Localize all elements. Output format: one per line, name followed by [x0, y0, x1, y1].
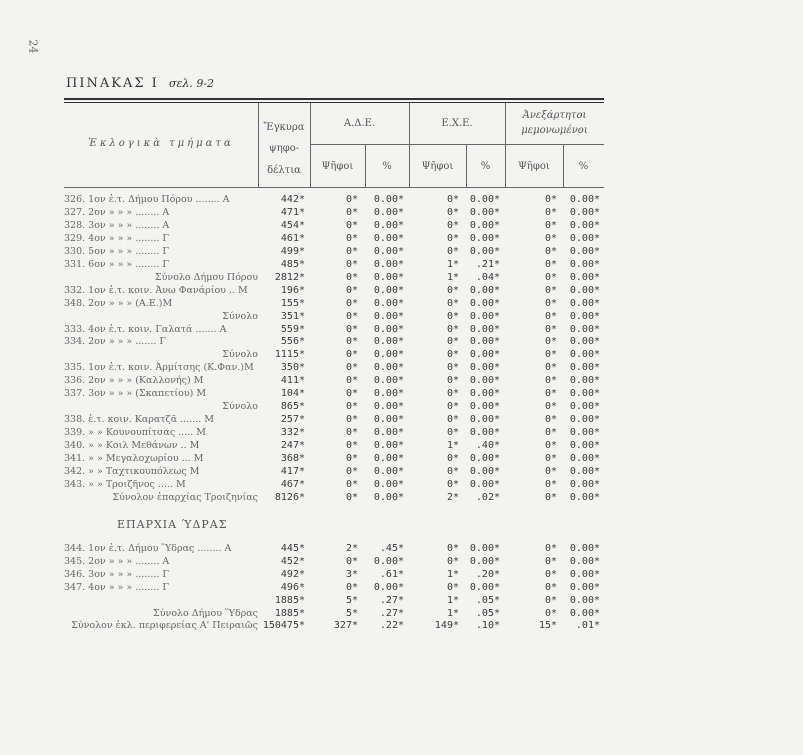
cell-ade-p: 0.00*	[373, 194, 404, 205]
cell-ade-p: 0.00*	[373, 232, 404, 244]
cell-ind-p: 0.00*	[569, 284, 600, 296]
page-number: 24	[26, 39, 40, 54]
cell-ind-v: 0*	[544, 232, 557, 244]
cell-ind-v: 0*	[544, 271, 557, 283]
cell-ind-v: 0*	[544, 349, 557, 361]
cell-ind-p: .01*	[575, 620, 600, 632]
cell-exe-p: 0.00*	[469, 194, 500, 205]
cell-ind-p: 0.00*	[569, 375, 600, 387]
cell-ade-v: 0*	[345, 194, 358, 205]
cell-ade-p: 0.00*	[373, 245, 404, 257]
cell-ind-p: 0.00*	[569, 310, 600, 322]
cell-exe-p: 0.00*	[469, 336, 500, 348]
cell-ind-p: 0.00*	[569, 555, 600, 567]
cell-ind-p: 0.00*	[569, 594, 600, 606]
cell-exe-p: .21*	[475, 258, 500, 270]
row-total-label: Σύνολο Δήμου Ὕδρας	[153, 607, 258, 619]
cell-ade-v: 0*	[345, 375, 358, 387]
cell-ind-v: 0*	[544, 206, 557, 218]
cell-exe-p: 0.00*	[469, 297, 500, 309]
group-divider-rule	[310, 144, 604, 145]
cell-ade-p: 0.00*	[373, 465, 404, 477]
cell-valid: 247*	[280, 440, 305, 452]
cell-ind-v: 0*	[544, 427, 557, 439]
header-pct-ade: %	[382, 161, 392, 172]
cell-exe-p: 0.00*	[469, 414, 500, 426]
cell-exe-v: 0*	[446, 581, 459, 593]
cell-exe-p: 0.00*	[469, 245, 500, 257]
row-label: 342. » » Ταχτικουπόλεως Μ	[64, 465, 200, 477]
table-title: ΠΙΝΑΚΑΣ I	[66, 76, 159, 91]
cell-ade-p: 0.00*	[373, 258, 404, 270]
row-label: 338. ἐ.τ. κοιν. Καρατζᾶ ....... Μ	[64, 414, 215, 426]
row-label: 334. 2ον » » » ....... Γ	[64, 336, 166, 348]
cell-ind-p: 0.00*	[569, 219, 600, 231]
cell-ade-v: 0*	[345, 245, 358, 257]
cell-ade-v: 0*	[345, 271, 358, 283]
cell-exe-p: 0.00*	[469, 232, 500, 244]
cell-ind-p: 0.00*	[569, 297, 600, 309]
cell-exe-p: 0.00*	[469, 362, 500, 374]
cell-ind-v: 0*	[544, 465, 557, 477]
cell-ind-p: 0.00*	[569, 543, 600, 554]
cell-ade-v: 0*	[345, 206, 358, 218]
cell-ade-p: 0.00*	[373, 284, 404, 296]
cell-ind-p: 0.00*	[569, 607, 600, 619]
cell-ade-v: 0*	[345, 297, 358, 309]
cell-ind-v: 0*	[544, 258, 557, 270]
cell-ind-p: 0.00*	[569, 401, 600, 413]
cell-ade-p: .27*	[379, 594, 404, 606]
cell-valid: 155*	[280, 297, 305, 309]
cell-valid: 104*	[280, 388, 305, 400]
region-title: ΕΠΑΡΧΙΑ ΎΔΡΑΣ	[117, 518, 228, 531]
cell-exe-p: 0.00*	[469, 375, 500, 387]
header-bottom-rule	[64, 187, 604, 188]
cell-ind-p: 0.00*	[569, 271, 600, 283]
cell-ade-p: .61*	[379, 568, 404, 580]
cell-ade-v: 0*	[345, 427, 358, 439]
cell-ade-v: 0*	[345, 414, 358, 426]
cell-valid: 1885*	[274, 594, 305, 606]
cell-ade-v: 0*	[345, 219, 358, 231]
cell-ade-v: 0*	[345, 388, 358, 400]
cell-ind-v: 0*	[544, 245, 557, 257]
cell-exe-v: 0*	[446, 414, 459, 426]
cell-exe-p: .05*	[475, 607, 500, 619]
cell-ade-v: 0*	[345, 453, 358, 464]
cell-ind-p: 0.00*	[569, 194, 600, 205]
cell-ind-p: 0.00*	[569, 453, 600, 464]
row-total-label: Σύνολο	[222, 349, 258, 361]
cell-exe-v: 0*	[446, 232, 459, 244]
cell-exe-p: 0.00*	[469, 478, 500, 490]
cell-exe-p: 0.00*	[469, 206, 500, 218]
cell-ade-v: 0*	[345, 284, 358, 296]
cell-exe-v: 0*	[446, 478, 459, 490]
cell-exe-v: 0*	[446, 336, 459, 348]
cell-ade-p: 0.00*	[373, 297, 404, 309]
cell-exe-v: 1*	[446, 607, 459, 619]
cell-valid: 2812*	[274, 271, 305, 283]
row-label: 328. 3ον » » » ........ Α	[64, 219, 170, 231]
cell-valid: 556*	[280, 336, 305, 348]
cell-valid: 865*	[280, 401, 305, 413]
col-divider	[310, 103, 311, 187]
cell-ade-v: 0*	[345, 401, 358, 413]
row-label: 344. 1ον ἐ.τ. Δήμου Ὕδρας ........ Α	[64, 543, 232, 554]
cell-ind-v: 0*	[544, 219, 557, 231]
cell-ind-p: 0.00*	[569, 336, 600, 348]
row-label: 326. 1ον ἐ.τ. Δήμου Πόρου ........ Α	[64, 194, 230, 205]
cell-valid: 445*	[280, 543, 305, 554]
cell-exe-p: 0.00*	[469, 465, 500, 477]
cell-valid: 150475*	[262, 620, 305, 632]
cell-ade-v: 0*	[345, 555, 358, 567]
cell-valid: 196*	[280, 284, 305, 296]
cell-exe-v: 0*	[446, 297, 459, 309]
cell-exe-v: 149*	[434, 620, 459, 632]
cell-exe-v: 0*	[446, 427, 459, 439]
cell-ind-p: 0.00*	[569, 258, 600, 270]
cell-ind-v: 0*	[544, 491, 557, 503]
cell-ade-p: 0.00*	[373, 388, 404, 400]
cell-ade-v: 327*	[333, 620, 358, 632]
cell-ind-v: 0*	[544, 362, 557, 374]
cell-exe-p: 0.00*	[469, 323, 500, 335]
cell-ind-p: 0.00*	[569, 323, 600, 335]
cell-valid: 467*	[280, 478, 305, 490]
cell-ade-p: .27*	[379, 607, 404, 619]
cell-ade-p: .22*	[379, 620, 404, 632]
cell-ade-p: 0.00*	[373, 310, 404, 322]
cell-ind-v: 0*	[544, 478, 557, 490]
cell-exe-p: 0.00*	[469, 581, 500, 593]
cell-exe-v: 1*	[446, 258, 459, 270]
header-sections: Ἐκλογικὰ τμήματα	[88, 138, 234, 149]
cell-ade-v: 5*	[345, 607, 358, 619]
cell-ind-v: 0*	[544, 440, 557, 452]
cell-exe-v: 0*	[446, 555, 459, 567]
cell-valid: 332*	[280, 427, 305, 439]
cell-ade-v: 0*	[345, 465, 358, 477]
row-label: 346. 3ον » » » ........ Γ	[64, 568, 169, 580]
cell-exe-p: .02*	[475, 491, 500, 503]
cell-ade-v: 0*	[345, 581, 358, 593]
cell-exe-p: 0.00*	[469, 555, 500, 567]
row-label: 339. » » Κουνουπίτσας ..... Μ	[64, 427, 207, 439]
header-valid-2: ψηφο-	[268, 143, 300, 154]
cell-exe-p: 0.00*	[469, 401, 500, 413]
cell-ade-p: 0.00*	[373, 206, 404, 218]
cell-ind-p: 0.00*	[569, 349, 600, 361]
col-divider	[409, 103, 410, 187]
cell-ade-p: 0.00*	[373, 349, 404, 361]
cell-ind-p: 0.00*	[569, 232, 600, 244]
cell-ind-v: 0*	[544, 310, 557, 322]
cell-ind-p: 0.00*	[569, 581, 600, 593]
page-title	[66, 76, 214, 91]
row-total-label: Σύνολο Δήμου Πόρου	[154, 271, 258, 283]
row-label: 329. 4ον » » » ........ Γ	[64, 232, 169, 244]
cell-ade-v: 0*	[345, 478, 358, 490]
cell-exe-p: .40*	[475, 440, 500, 452]
table-subtitle: σελ. 9-2	[168, 77, 215, 90]
row-total-label: Σύνολον ἐκλ. περιφερείας Α' Πειραιῶς	[71, 620, 258, 632]
cell-ade-v: 3*	[345, 568, 358, 580]
cell-valid: 1115*	[274, 349, 305, 361]
header-exe: Ε.Χ.Ε.	[441, 118, 473, 129]
cell-exe-p: 0.00*	[469, 310, 500, 322]
cell-valid: 351*	[280, 310, 305, 322]
cell-ade-v: 0*	[345, 258, 358, 270]
cell-ind-v: 0*	[544, 375, 557, 387]
header-pct-exe: %	[480, 161, 491, 172]
cell-ind-v: 0*	[544, 401, 557, 413]
cell-exe-v: 1*	[446, 271, 459, 283]
cell-exe-p: 0.00*	[469, 453, 500, 464]
cell-ind-v: 0*	[544, 194, 557, 205]
cell-valid: 492*	[280, 568, 305, 580]
cell-ind-v: 0*	[544, 336, 557, 348]
cell-valid: 368*	[280, 453, 305, 464]
cell-ade-v: 0*	[345, 362, 358, 374]
cell-ade-p: 0.00*	[373, 401, 404, 413]
cell-ind-p: 0.00*	[569, 414, 600, 426]
cell-exe-v: 2*	[446, 491, 459, 503]
cell-ade-p: .45*	[379, 543, 404, 554]
cell-ade-v: 0*	[345, 336, 358, 348]
cell-exe-p: .20*	[475, 568, 500, 580]
cell-ind-v: 0*	[544, 607, 557, 619]
cell-ind-v: 0*	[544, 284, 557, 296]
cell-ind-p: 0.00*	[569, 245, 600, 257]
cell-ind-v: 0*	[544, 414, 557, 426]
row-label: 335. 1ον ἐ.τ. κοιν. Ἀρμίτσης (Κ.Φαν.)Μ	[64, 362, 254, 374]
cell-exe-p: 0.00*	[469, 543, 500, 554]
cell-ind-p: 0.00*	[569, 465, 600, 477]
row-label: 337. 3ον » » » (Σκαπετίου) Μ	[64, 388, 207, 400]
cell-ade-p: 0.00*	[373, 362, 404, 374]
cell-valid: 559*	[280, 323, 305, 335]
cell-exe-p: 0.00*	[469, 349, 500, 361]
row-label: 340. » » Κοιλ Μεθάνων .. Μ	[64, 440, 200, 452]
cell-ind-v: 0*	[544, 581, 557, 593]
cell-exe-p: .04*	[475, 271, 500, 283]
cell-exe-p: .10*	[475, 620, 500, 632]
cell-exe-v: 1*	[446, 568, 459, 580]
cell-ind-p: 0.00*	[569, 440, 600, 452]
cell-exe-v: 0*	[446, 362, 459, 374]
cell-ade-p: 0.00*	[373, 453, 404, 464]
row-label: 341. » » Μεγαλοχωρίου ... Μ	[64, 453, 204, 464]
cell-ind-v: 0*	[544, 388, 557, 400]
cell-valid: 499*	[280, 245, 305, 257]
cell-valid: 442*	[280, 194, 305, 205]
cell-exe-v: 0*	[446, 206, 459, 218]
cell-exe-p: 0.00*	[469, 284, 500, 296]
row-label: 348. 2ον » » » (Α.Ε.)Μ	[64, 297, 173, 309]
cell-ade-p: 0.00*	[373, 336, 404, 348]
header-top-rule-2	[64, 102, 604, 103]
cell-exe-v: 0*	[446, 284, 459, 296]
cell-exe-v: 0*	[446, 194, 459, 205]
cell-valid: 1885*	[274, 607, 305, 619]
row-label: 336. 2ον » » » (Καλλονής) Μ	[64, 375, 204, 387]
cell-exe-p: 0.00*	[469, 427, 500, 439]
cell-valid: 496*	[280, 581, 305, 593]
cell-ade-v: 5*	[345, 594, 358, 606]
cell-exe-p: .05*	[475, 594, 500, 606]
cell-exe-v: 0*	[446, 310, 459, 322]
cell-ade-v: 0*	[345, 349, 358, 361]
cell-ind-v: 0*	[544, 594, 557, 606]
cell-ind-v: 0*	[544, 323, 557, 335]
header-top-rule	[64, 98, 604, 100]
row-total-label: Σύνολο	[222, 401, 258, 413]
cell-ade-p: 0.00*	[373, 555, 404, 567]
cell-exe-v: 0*	[446, 465, 459, 477]
cell-valid: 452*	[280, 555, 305, 567]
cell-valid: 471*	[280, 206, 305, 218]
cell-exe-v: 0*	[446, 543, 459, 554]
cell-exe-v: 1*	[446, 440, 459, 452]
header-votes-exe: Ψῆφοι	[421, 161, 454, 172]
cell-valid: 257*	[280, 414, 305, 426]
cell-exe-v: 0*	[446, 245, 459, 257]
cell-ade-p: 0.00*	[373, 427, 404, 439]
cell-ind-v: 0*	[544, 297, 557, 309]
header-ade: Α.Δ.Ε.	[343, 118, 376, 129]
cell-valid: 485*	[280, 258, 305, 270]
row-label: 332. 1ον ἐ.τ. κοιν. Ἀνω Φανάρίου .. Μ	[64, 284, 248, 296]
cell-exe-v: 0*	[446, 349, 459, 361]
cell-valid: 350*	[280, 362, 305, 374]
row-label: 345. 2ον » » » ........ Α	[64, 555, 170, 567]
cell-ind-v: 0*	[544, 543, 557, 554]
cell-ade-p: 0.00*	[373, 414, 404, 426]
cell-ind-v: 0*	[544, 568, 557, 580]
row-label: 331. 6ον » » » ........ Γ	[64, 258, 169, 270]
row-label: 330. 5ον » » » ........ Γ	[64, 245, 169, 257]
cell-ind-p: 0.00*	[569, 568, 600, 580]
cell-ade-v: 0*	[345, 491, 358, 503]
cell-exe-v: 0*	[446, 388, 459, 400]
row-label: 327. 2ον » » » ........ Α	[64, 206, 170, 218]
cell-valid: 411*	[280, 375, 305, 387]
cell-ade-v: 0*	[345, 310, 358, 322]
header-votes-indep: Ψῆφοι	[518, 161, 550, 172]
cell-exe-v: 0*	[446, 375, 459, 387]
cell-valid: 417*	[280, 465, 305, 477]
cell-ind-p: 0.00*	[569, 206, 600, 218]
row-label: 333. 4ον ἐ.τ. κοιν. Γαλατά ....... Α	[64, 323, 227, 335]
cell-ind-v: 0*	[544, 555, 557, 567]
cell-ade-p: 0.00*	[373, 478, 404, 490]
header-votes-ade: Ψῆφοι	[321, 161, 354, 172]
cell-ade-p: 0.00*	[373, 271, 404, 283]
cell-ind-v: 0*	[544, 453, 557, 464]
row-label: 347. 4ον » » » ........ Γ	[64, 581, 169, 593]
cell-ade-p: 0.00*	[373, 375, 404, 387]
header-pct-indep: %	[578, 161, 589, 172]
cell-ade-v: 0*	[345, 440, 358, 452]
cell-exe-p: 0.00*	[469, 219, 500, 231]
header-valid-3: δέλτια	[267, 165, 301, 176]
cell-valid: 8126*	[274, 491, 305, 503]
cell-ind-p: 0.00*	[569, 478, 600, 490]
cell-ade-p: 0.00*	[373, 491, 404, 503]
row-label: 343. » » Τροιζῆνος ..... Μ	[64, 478, 186, 490]
cell-ade-p: 0.00*	[373, 440, 404, 452]
row-total-label: Σύνολο	[222, 310, 258, 322]
cell-exe-v: 0*	[446, 323, 459, 335]
cell-ind-p: 0.00*	[569, 388, 600, 400]
cell-ade-p: 0.00*	[373, 581, 404, 593]
header-indep-1: Ἀνεξάρτητοι	[522, 110, 587, 121]
cell-exe-v: 0*	[446, 219, 459, 231]
cell-exe-v: 0*	[446, 401, 459, 413]
cell-ade-v: 0*	[345, 232, 358, 244]
cell-valid: 461*	[280, 232, 305, 244]
header-valid-1: Ἔγκυρα	[263, 122, 305, 133]
header-indep-2: μεμονωμένοι	[521, 125, 588, 136]
cell-ind-v: 15*	[538, 620, 557, 632]
cell-ind-p: 0.00*	[569, 362, 600, 374]
cell-ade-p: 0.00*	[373, 323, 404, 335]
cell-ade-p: 0.00*	[373, 219, 404, 231]
cell-valid: 454*	[280, 219, 305, 231]
cell-exe-v: 0*	[446, 453, 459, 464]
row-total-label: Σύνολον ἐπαρχίας Τροιζηνίας	[112, 491, 258, 503]
cell-ade-v: 0*	[345, 323, 358, 335]
cell-ind-p: 0.00*	[569, 427, 600, 439]
cell-ind-p: 0.00*	[569, 491, 600, 503]
cell-ade-v: 2*	[345, 543, 358, 554]
cell-exe-p: 0.00*	[469, 388, 500, 400]
cell-exe-v: 1*	[446, 594, 459, 606]
